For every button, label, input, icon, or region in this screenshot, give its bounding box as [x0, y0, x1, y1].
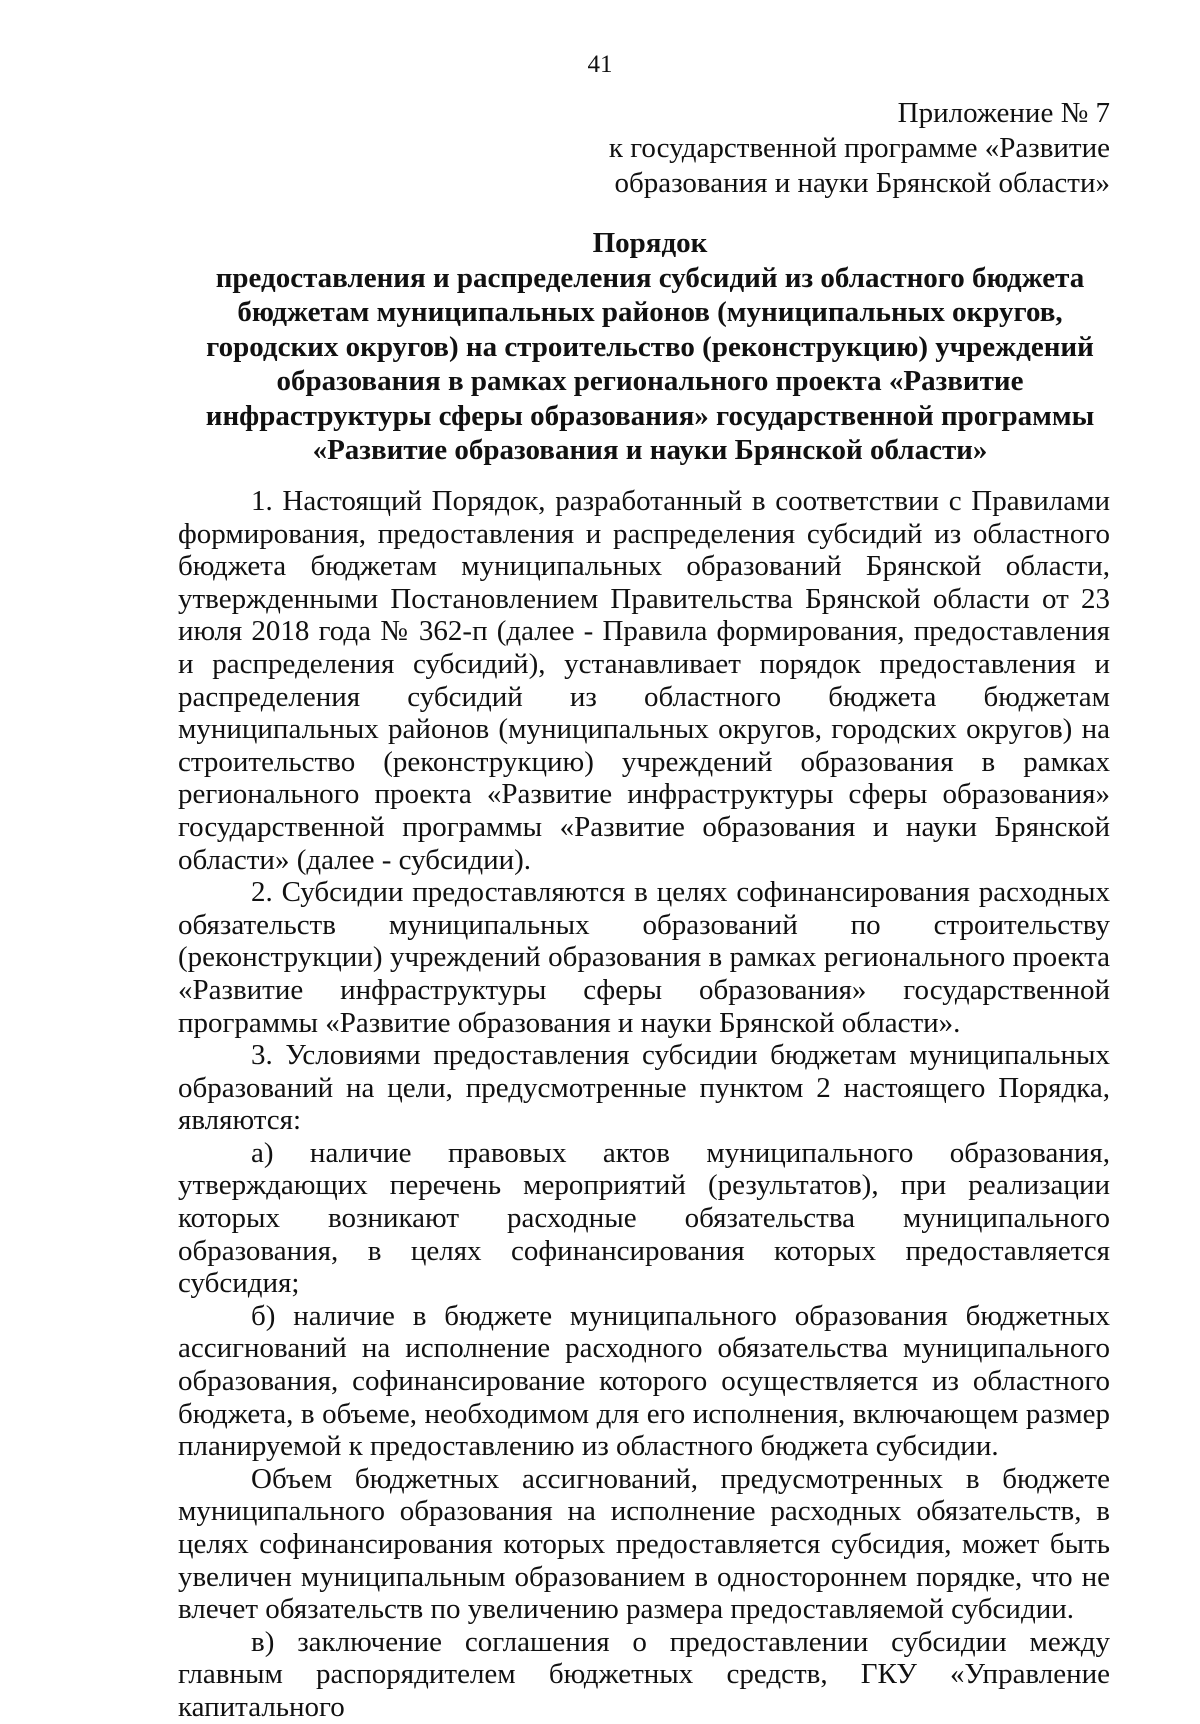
title-line: образования в рамках регионального проекта «Развитие	[276, 365, 1024, 397]
appendix-line-1: Приложение № 7	[897, 97, 1110, 129]
title-line: бюджетам муниципальных районов (муниципальных округов,	[237, 296, 1063, 328]
document-title	[130, 226, 1170, 468]
title-line: городских округов) на строительство (реконструкцию) учреждений	[206, 330, 1094, 363]
appendix-line-2: к государственной программе «Развитие	[608, 132, 1110, 164]
title-line: инфраструктуры сферы образования» государственной программы	[205, 399, 1095, 432]
paragraph-3a: а) наличие правовых актов муниципального образования, утверждающих перечень мероприятий (результатов), при реализации которых возникают расходные обязательства муниципального образования, в целях софинансирования которых предоставляется субсидия;	[178, 1136, 1110, 1300]
paragraph-3v: в) заключение соглашения о предоставлении субсидии между главным распорядителем бюджетных средств, ГКУ «Управление капитального	[178, 1625, 1110, 1723]
paragraph-2: 2. Субсидии предоставляются в целях софинансирования расходных обязательств муниципальных образований по строительству (реконструкции) учреждений образования в рамках регионального проекта «Развитие инфраструктуры сферы образования» государственной программы «Развитие образования и науки Брянской области».	[178, 876, 1110, 1039]
paragraph-3: 3. Условиями предоставления субсидии бюджетам муниципальных образований на цели, предусмотренные пунктом 2 настоящего Порядка, являются:	[178, 1039, 1110, 1137]
appendix-reference	[609, 96, 1110, 201]
appendix-line-3: образования и науки Брянской области»	[614, 167, 1110, 199]
title-line: предоставления и распределения субсидий из областного бюджета	[215, 261, 1085, 294]
paragraph-3b: б) наличие в бюджете муниципального образования бюджетных ассигнований на исполнение расходного обязательства муниципального образования, софинансирование которого осуществляется из областного бюджета, в объеме, необходимом для его исполнения, включающем размер планируемой к предоставлению из областного бюджета субсидии.	[178, 1299, 1110, 1463]
title-heading: Порядок	[592, 227, 708, 259]
page-number: 41	[587, 51, 613, 78]
paragraph-1: 1. Настоящий Порядок, разработанный в соответствии с Правилами формирования, предоставления и распределения субсидий из областного бюджета бюджетам муниципальных образований Брянской области, утвержденными Постановлением Правительства Брянской области от 23 июля 2018 года № 362-п (далее - Правила формирования, предоставления и распределения субсидий), устанавливает порядок предоставления и распределения субсидий из областного бюджета бюджетам муниципальных районов (муниципальных округов, городских округов) на строительство (реконструкцию) учреждений образования в рамках регионального проекта «Развитие инфраструктуры сферы образования» государственной программы «Развитие образования и науки Брянской области» (далее - субсидии).	[178, 485, 1110, 876]
title-line: «Развитие образования и науки Брянской области»	[312, 434, 988, 466]
document-body	[178, 485, 1110, 1724]
paragraph-budget-volume: Объем бюджетных ассигнований, предусмотренных в бюджете муниципального образования на исполнение расходных обязательств, в целях софинансирования которых предоставляется субсидия, может быть увеличен муниципальным образованием в одностороннем порядке, что не влечет обязательств по увеличению размера предоставляемой субсидии.	[178, 1462, 1110, 1626]
